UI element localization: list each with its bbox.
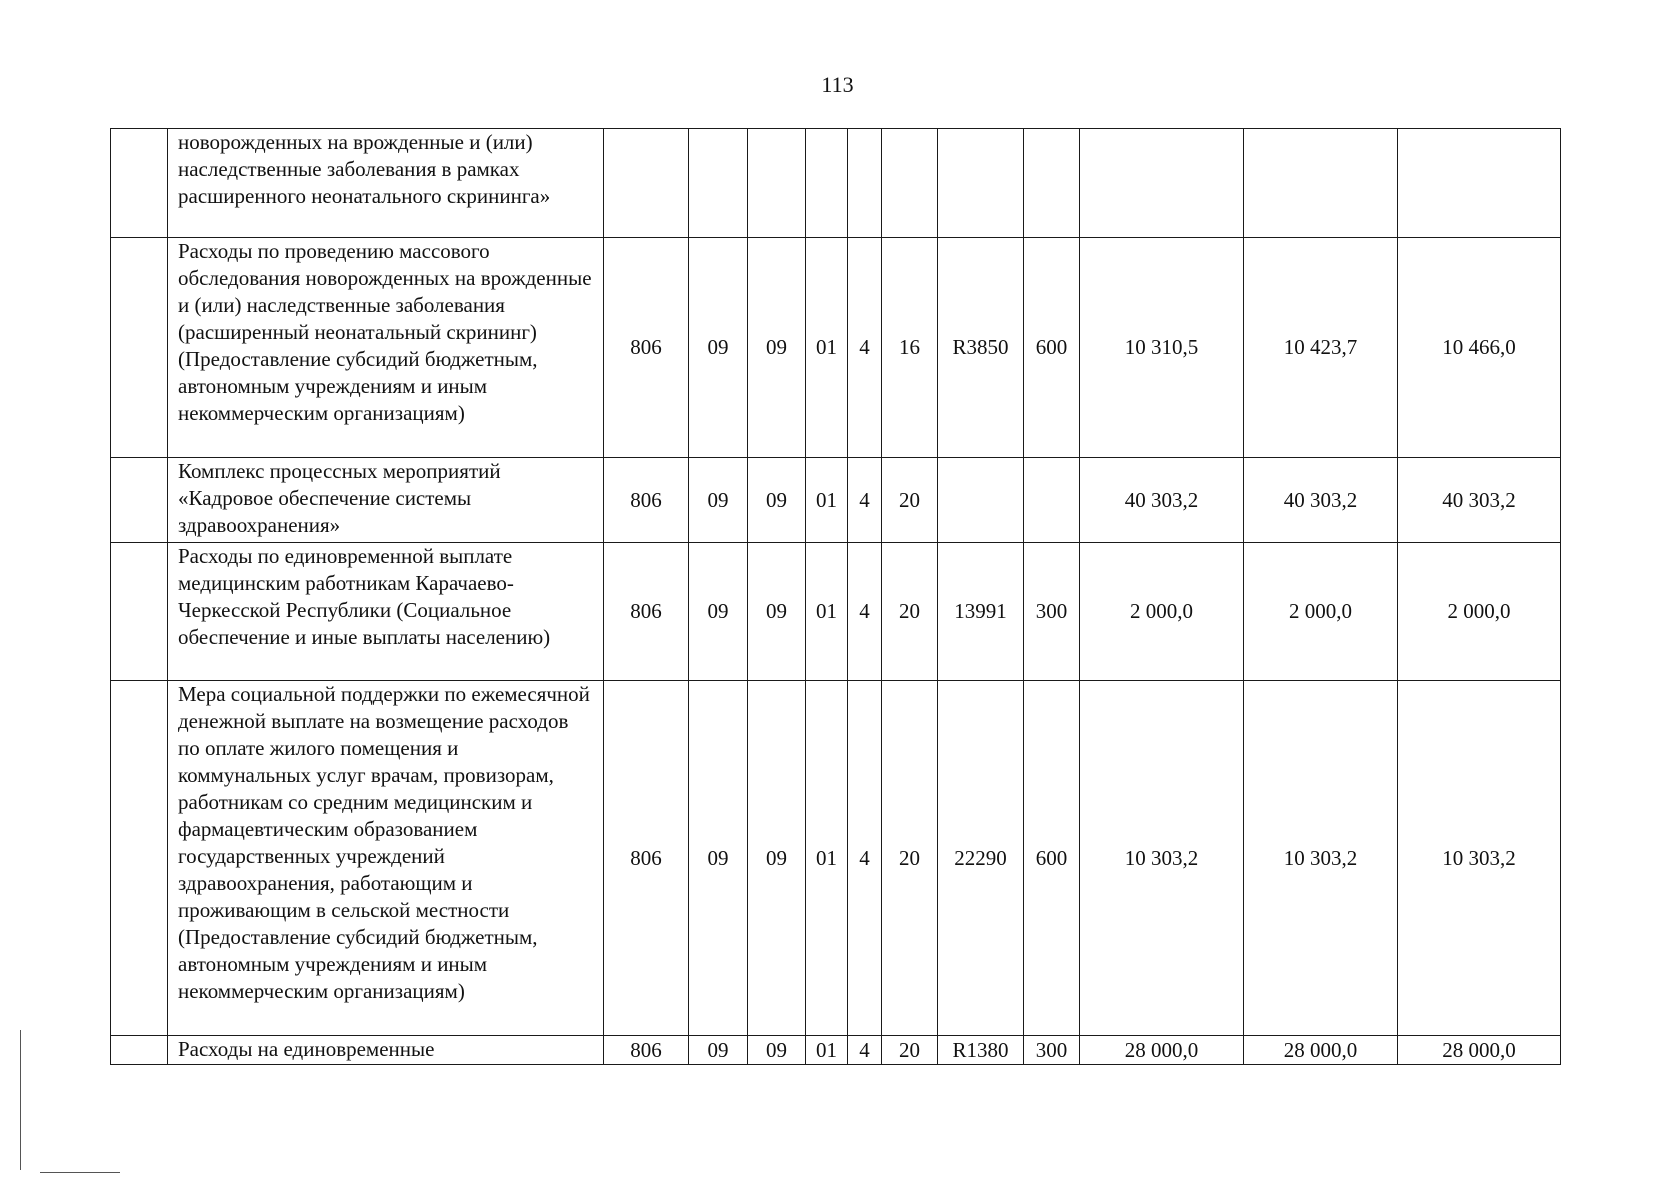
program-type-cell: 4: [848, 238, 882, 458]
page-number: 113: [821, 72, 854, 97]
row-number-cell: [111, 129, 168, 238]
subsection-code-cell: [748, 129, 806, 238]
section-code-cell: 09: [689, 681, 748, 1036]
amount-year1-cell: 10 303,2: [1080, 681, 1244, 1036]
expense-type-cell: 300: [1024, 543, 1080, 681]
amount-year3-cell: 10 303,2: [1398, 681, 1561, 1036]
table-row: [111, 458, 1561, 543]
program-type-cell: 4: [848, 458, 882, 543]
direction-code-cell: 22290: [938, 681, 1024, 1036]
expense-type-cell: 300: [1024, 1036, 1080, 1065]
ministry-code-cell: 806: [604, 681, 689, 1036]
amount-year2-cell: 28 000,0: [1244, 1036, 1398, 1065]
amount-year3-cell: 28 000,0: [1398, 1036, 1561, 1065]
amount-year2-cell: 10 423,7: [1244, 238, 1398, 458]
activity-code-cell: 20: [882, 543, 938, 681]
activity-code-cell: 20: [882, 1036, 938, 1065]
amount-year2-cell: 10 303,2: [1244, 681, 1398, 1036]
program-code-cell: 01: [806, 543, 848, 681]
section-code-cell: [689, 129, 748, 238]
budget-table: [110, 128, 1561, 1065]
direction-code-cell: R3850: [938, 238, 1024, 458]
program-code-cell: [806, 129, 848, 238]
amount-year1-cell: 2 000,0: [1080, 543, 1244, 681]
program-code-cell: 01: [806, 1036, 848, 1065]
ministry-code-cell: 806: [604, 458, 689, 543]
table-row: [111, 238, 1561, 458]
program-type-cell: [848, 129, 882, 238]
activity-code-cell: [882, 129, 938, 238]
subsection-code-cell: 09: [748, 238, 806, 458]
row-number-cell: [111, 458, 168, 543]
amount-year2-cell: 2 000,0: [1244, 543, 1398, 681]
section-code-cell: 09: [689, 1036, 748, 1065]
amount-year1-cell: [1080, 129, 1244, 238]
margin-line: [20, 1030, 21, 1170]
expense-type-cell: [1024, 458, 1080, 543]
program-code-cell: 01: [806, 681, 848, 1036]
amount-year2-cell: [1244, 129, 1398, 238]
section-code-cell: 09: [689, 238, 748, 458]
expense-name-cell: Мера социальной поддержки по ежемесячной денежной выплате на возмещение расходов по оплате жилого помещения и коммунальных услуг врачам, провизорам, работникам со средним медицинским и фармацевтическим образованием государственных учреждений здравоохранения, работающим и проживающим в сельской местности (Предоставление субсидий бюджетным, автономным учреждениям и иным некоммерческим организациям): [168, 681, 604, 1036]
program-type-cell: 4: [848, 1036, 882, 1065]
amount-year3-cell: [1398, 129, 1561, 238]
direction-code-cell: 13991: [938, 543, 1024, 681]
expense-name-cell: Расходы по проведению массового обследования новорожденных на врожденные и (или) наследственные заболевания (расширенный неонатальный скрининг) (Предоставление субсидий бюджетным, автономным учреждениям и иным некоммерческим организациям): [168, 238, 604, 458]
table-row: [111, 681, 1561, 1036]
row-number-cell: [111, 543, 168, 681]
expense-name-cell: новорожденных на врожденные и (или) наследственные заболевания в рамках расширенного неонатального скрининга»: [168, 129, 604, 238]
program-type-cell: 4: [848, 681, 882, 1036]
table-row: [111, 129, 1561, 238]
section-code-cell: 09: [689, 458, 748, 543]
expense-type-cell: [1024, 129, 1080, 238]
row-number-cell: [111, 238, 168, 458]
amount-year3-cell: 10 466,0: [1398, 238, 1561, 458]
ministry-code-cell: 806: [604, 543, 689, 681]
activity-code-cell: 20: [882, 681, 938, 1036]
subsection-code-cell: 09: [748, 543, 806, 681]
amount-year1-cell: 28 000,0: [1080, 1036, 1244, 1065]
expense-name-cell: Комплекс процессных мероприятий «Кадровое обеспечение системы здравоохранения»: [168, 458, 604, 543]
ministry-code-cell: 806: [604, 1036, 689, 1065]
row-number-cell: [111, 681, 168, 1036]
program-code-cell: 01: [806, 458, 848, 543]
subsection-code-cell: 09: [748, 1036, 806, 1065]
program-type-cell: 4: [848, 543, 882, 681]
table-row: [111, 543, 1561, 681]
program-code-cell: 01: [806, 238, 848, 458]
section-code-cell: 09: [689, 543, 748, 681]
subsection-code-cell: 09: [748, 681, 806, 1036]
expense-name-cell: Расходы на единовременные: [168, 1036, 604, 1065]
table-row: [111, 1036, 1561, 1065]
expense-type-cell: 600: [1024, 238, 1080, 458]
amount-year3-cell: 40 303,2: [1398, 458, 1561, 543]
ministry-code-cell: 806: [604, 238, 689, 458]
subsection-code-cell: 09: [748, 458, 806, 543]
amount-year2-cell: 40 303,2: [1244, 458, 1398, 543]
row-number-cell: [111, 1036, 168, 1065]
amount-year1-cell: 10 310,5: [1080, 238, 1244, 458]
activity-code-cell: 20: [882, 458, 938, 543]
expense-type-cell: 600: [1024, 681, 1080, 1036]
amount-year3-cell: 2 000,0: [1398, 543, 1561, 681]
direction-code-cell: R1380: [938, 1036, 1024, 1065]
direction-code-cell: [938, 458, 1024, 543]
direction-code-cell: [938, 129, 1024, 238]
activity-code-cell: 16: [882, 238, 938, 458]
ministry-code-cell: [604, 129, 689, 238]
margin-line: [40, 1172, 120, 1173]
expense-name-cell: Расходы по единовременной выплате медицинским работникам Карачаево-Черкесской Республики (Социальное обеспечение и иные выплаты населению): [168, 543, 604, 681]
amount-year1-cell: 40 303,2: [1080, 458, 1244, 543]
